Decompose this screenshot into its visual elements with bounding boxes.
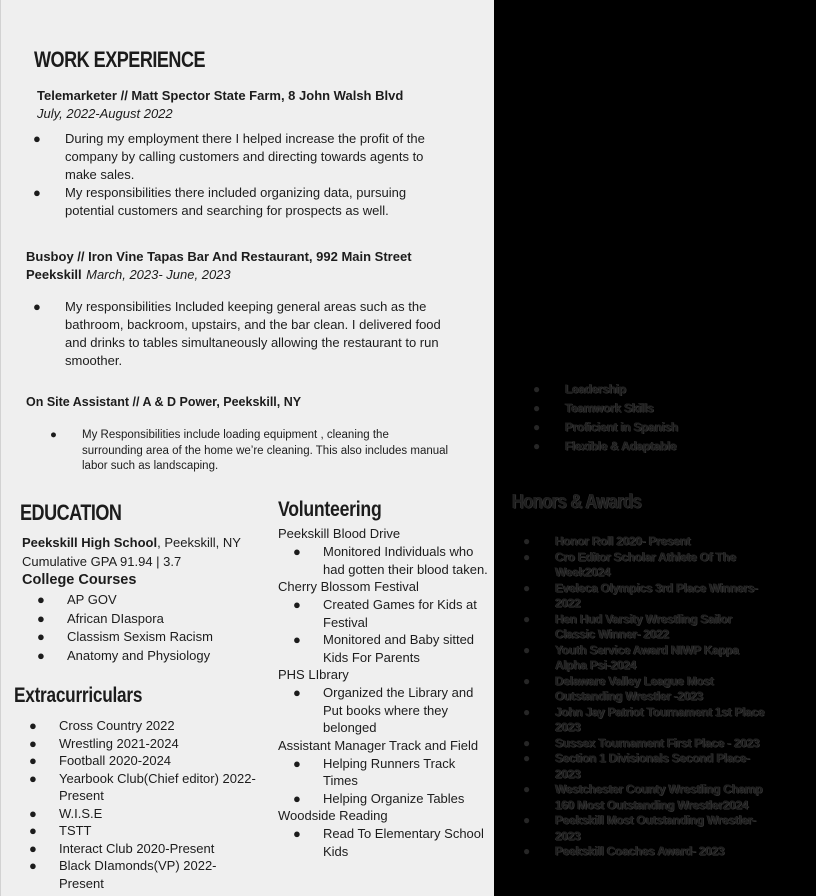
list-item: ● Monitored Individuals who had gotten their blood taken. [293, 544, 488, 577]
list-item: ● Hen Hud Varsity Wrestling Sailor Classic Winner- 2022 [523, 611, 732, 641]
volunteer-items [293, 596, 488, 666]
list-item: ● Youth Service Award NIWP Kappa Alpha Psi-2024 [523, 642, 739, 672]
volunteer-org: Assistant Manager Track and Field [278, 737, 479, 753]
list-item: ● Westchester County Wrestling Champ 160 Most Outstanding Wrestler2024 [523, 782, 763, 812]
volunteer-org: PHS LIbrary [278, 667, 349, 682]
job-2-location: Peekskill [26, 267, 82, 282]
list-item: ● AP GOV [37, 592, 117, 607]
work-experience-title: WORK EXPERIENCE [34, 47, 206, 72]
list-item: ● Section 1 Divisionals Second Place- 2023 [523, 751, 750, 781]
list-item: ● John Jay Patriot Tournament 1st Place 2023 [523, 704, 765, 734]
education-gpa: Cumulative GPA 91.94 | 3.7 [22, 554, 182, 569]
list-item: ● Peekskill Coaches Award- 2023 [523, 844, 725, 858]
school-location: , Peekskill, NY [157, 535, 241, 550]
college-courses-list [37, 591, 267, 665]
list-item: ● Interact Club 2020-Present [29, 840, 215, 856]
honors-title: Honors & Awards [512, 491, 642, 513]
list-item: ● Yearbook Club(Chief editor) 2022-Present [29, 770, 256, 803]
job-2-header: Busboy // Iron Vine Tapas Bar And Restaurant, 992 Main Street [26, 249, 412, 264]
job-1-bullets [33, 130, 455, 220]
list-item: ● Helping Organize Tables [293, 790, 465, 806]
job-1-header: Telemarketer // Matt Spector State Farm, 8 John Walsh Blvd [37, 88, 404, 103]
list-item: ● Anatomy and Physiology [37, 647, 211, 663]
job-3-bullets [50, 428, 452, 475]
extracurriculars-list [29, 717, 259, 892]
honors-list [523, 534, 765, 860]
college-courses-title: College Courses [22, 572, 137, 588]
list-item: ● Eveleca Olympics 3rd Place Winners- 2022 [523, 580, 758, 610]
job-1 [37, 87, 477, 123]
list-item: ● Delaware Valley League Most Outstanding Wrestler -2023 [523, 673, 714, 703]
school-name: Peekskill High School [22, 535, 158, 550]
list-item: ● My responsibilities there included organizing data, pursuing potential customers and searching for prospects as well. [33, 185, 407, 218]
list-item: ● Cro Editor Scholar Athlete Of The Week2024 [523, 549, 737, 579]
list-item: ● Peekskill Most Outstanding Wrestler- 2023 [523, 813, 757, 843]
volunteer-items [293, 755, 488, 808]
job-1-dates: July, 2022-August 2022 [37, 106, 173, 121]
list-item: ● Organized the Library and Put books where they belonged [293, 685, 474, 735]
list-item: ● Cross Country 2022 [29, 718, 175, 733]
list-item: ● W.I.S.E [29, 805, 103, 821]
list-item: ● TSTT [29, 823, 92, 838]
list-item: ● Read To Elementary School Kids [293, 826, 484, 859]
list-item: ● Classism Sexism Racism [37, 629, 213, 644]
job-2-dates: March, 2023- June, 2023 [86, 267, 231, 282]
volunteer-items [293, 543, 488, 578]
list-item: ● Monitored and Baby sitted Kids For Parents [293, 632, 475, 665]
list-item: ● Black DIamonds(VP) 2022-Present [29, 858, 217, 891]
volunteer-org: Peekskill Blood Drive [278, 526, 401, 541]
list-item: ● Proficient in Spanish [533, 420, 679, 434]
extracurriculars-title: Extracurriculars [14, 684, 143, 707]
job-2-bullets [33, 298, 465, 370]
list-item: ● During my employment there I helped increase the profit of the company by calling customers and directing towards agents to make sales. [33, 131, 425, 182]
volunteer-items [293, 825, 488, 860]
list-item: ● Created Games for Kids at Festival [293, 597, 477, 630]
list-item: ● Teamwork Skills [533, 401, 654, 415]
list-item: ● Helping Runners Track Times [293, 755, 456, 788]
list-item: ● Wrestling 2021-2024 [29, 735, 179, 751]
volunteering-title: Volunteering [278, 498, 382, 521]
list-item: ● Leadership [533, 382, 627, 396]
list-item: ● Honor Roll 2020- Present [523, 534, 691, 548]
volunteering-entries [278, 525, 488, 860]
job-3-header: On Site Assistant // A & D Power, Peekskill, NY [26, 395, 302, 409]
volunteer-org: Cherry Blossom Festival [278, 579, 419, 594]
list-item: ● Flexible & Adaptable [533, 439, 677, 453]
job-2 [26, 248, 476, 284]
education-title: EDUCATION [20, 500, 122, 525]
list-item: ● Sussex Tournament First Place - 2023 [523, 735, 760, 750]
list-item: ● African DIaspora [37, 610, 164, 626]
list-item: ● My Responsibilities include loading equipment , cleaning the surrounding area of the home we’re cleaning. This also includes manual labor such as landscaping. [50, 429, 449, 472]
education-school [22, 533, 241, 552]
volunteer-org: Woodside Reading [278, 808, 388, 823]
skills-list [533, 380, 785, 456]
list-item: ● My responsibilities Included keeping general areas such as the bathroom, backroom, upstairs, and the bar clean. I delivered food and drinks to tables simultaneously allowing the restaurant to run smoother. [33, 299, 441, 368]
list-item: ● Football 2020-2024 [29, 753, 172, 768]
volunteer-items [293, 684, 488, 737]
